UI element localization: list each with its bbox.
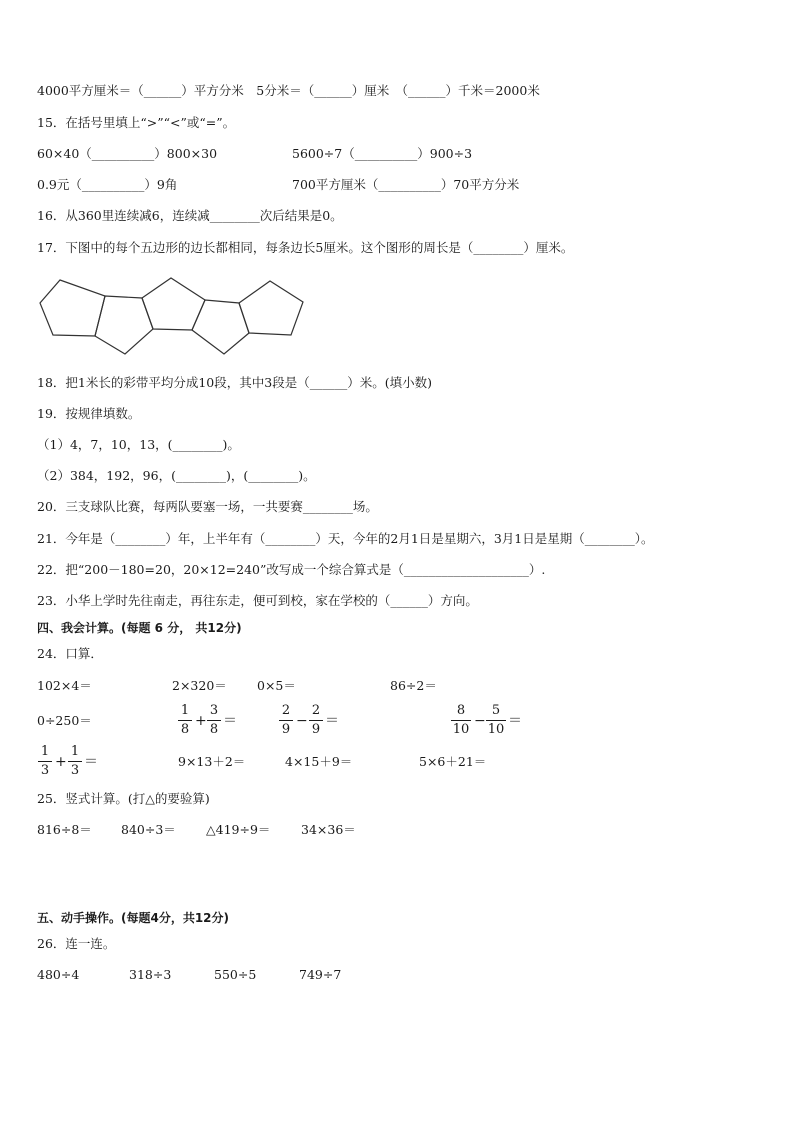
oral-item: 0×5＝: [257, 678, 296, 693]
q15-item-d: 700平方厘米（__________）70平方分米: [292, 177, 520, 192]
q24-title: 24．口算．: [37, 646, 103, 661]
q16-text: 16．从360里连续减6，连续减________次后结果是0。: [37, 208, 343, 223]
fraction: 5 10: [487, 703, 505, 737]
vertical-calc-item: 816÷8＝: [37, 822, 92, 837]
oral-item: 4×15＋9＝: [285, 754, 353, 769]
equals-sign: ＝: [325, 713, 339, 729]
q25-title: 25．竖式计算。(打△的要验算): [37, 791, 210, 806]
q17-text: 17．下图中的每个五边形的边长都相同，每条边长5厘米。这个图形的周长是（________）厘米。: [37, 240, 574, 255]
equals-sign: ＝: [223, 713, 237, 729]
oral-item: 9×13＋2＝: [178, 754, 246, 769]
fraction: 1 3: [68, 744, 82, 779]
q22-text: 22．把“200－180=20，20×12=240”改写成一个综合算式是（____________________）.: [37, 562, 546, 577]
q15-item-a: 60×40（__________）800×30: [37, 146, 218, 161]
equals-sign: ＝: [508, 713, 522, 729]
oral-item: 0÷250＝: [37, 713, 92, 728]
vertical-calc-item: 840÷3＝: [121, 822, 176, 837]
vertical-calc-item: 34×36＝: [301, 822, 356, 837]
minus-sign: −: [474, 713, 486, 729]
fraction: 3 8: [207, 703, 221, 738]
equals-sign: ＝: [84, 754, 98, 770]
pentagon-chain-figure: [35, 272, 310, 360]
q19-item-1: （1）4，7，10，13，(________)。: [37, 437, 240, 452]
q19-title: 19．按规律填数。: [37, 406, 141, 421]
q23-text: 23．小华上学时先往南走，再往东走，便可到校，家在学校的（______）方向。: [37, 593, 478, 608]
fraction: 1 3: [38, 744, 52, 779]
fraction: 1 8: [178, 703, 192, 738]
oral-item: 102×4＝: [37, 678, 92, 693]
q26-title: 26．连一连。: [37, 936, 116, 951]
section-5-heading: 五、动手操作。(每题4分，共12分): [37, 911, 230, 925]
fraction: 8 10: [452, 703, 470, 737]
pentagon-1: [40, 280, 105, 336]
q18-text: 18．把1米长的彩带平均分成10段，其中3段是（______）米。(填小数): [37, 375, 432, 390]
fraction: 2 9: [309, 703, 323, 738]
q19-item-2: （2）384，192，96，(________)，(________)。: [37, 468, 316, 483]
fraction: 2 9: [279, 703, 293, 738]
vertical-calc-item: △419÷9＝: [206, 822, 271, 837]
minus-sign: −: [296, 713, 308, 729]
match-item: 318÷3: [129, 967, 172, 982]
q21-text: 21．今年是（________）年，上半年有（________）天，今年的2月1日是星期六，3月1日是星期（________）。: [37, 531, 654, 546]
q14-fill-line: 4000平方厘米＝（______）平方分米 5分米＝（______）厘米 （______）千米＝2000米: [37, 83, 540, 98]
match-item: 749÷7: [299, 967, 342, 982]
q15-title: 15．在括号里填上“>”“<”或“=”。: [37, 115, 236, 130]
pentagon-5: [239, 281, 303, 335]
q15-item-b: 5600÷7（__________）900÷3: [292, 146, 473, 161]
match-item: 550÷5: [214, 967, 257, 982]
plus-sign: +: [55, 754, 67, 770]
oral-item: 2×320＝: [172, 678, 227, 693]
match-item: 480÷4: [37, 967, 80, 982]
section-4-heading: 四、我会计算。(每题 6 分， 共12分): [37, 621, 242, 635]
oral-item: 5×6＋21＝: [419, 754, 487, 769]
q20-text: 20．三支球队比赛，每两队要塞一场，一共要赛________场。: [37, 499, 378, 514]
q15-item-c: 0.9元（__________）9角: [37, 177, 178, 192]
oral-item: 86÷2＝: [390, 678, 437, 693]
plus-sign: +: [195, 713, 207, 729]
